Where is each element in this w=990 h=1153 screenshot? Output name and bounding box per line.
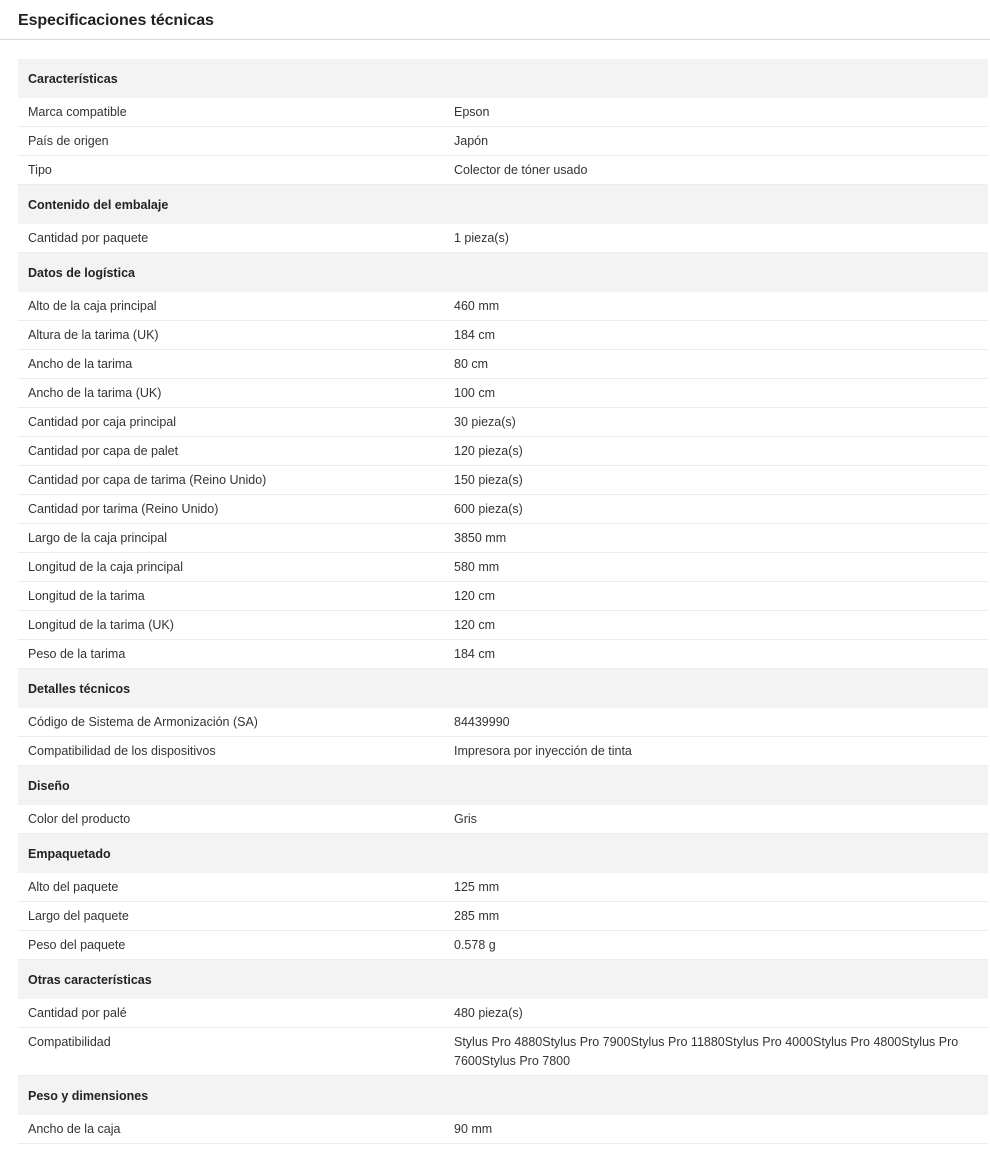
spec-value: 120 cm bbox=[454, 617, 495, 632]
spec-label: Cantidad por tarima (Reino Unido) bbox=[28, 502, 219, 516]
spec-label: Compatibilidad de los dispositivos bbox=[28, 744, 216, 758]
spec-value: 120 pieza(s) bbox=[454, 443, 523, 458]
spec-value: 150 pieza(s) bbox=[454, 472, 523, 487]
spec-row bbox=[18, 553, 988, 582]
section-header: Peso y dimensiones bbox=[18, 1076, 988, 1115]
spec-row bbox=[18, 999, 988, 1028]
spec-label: Longitud de la tarima (UK) bbox=[28, 618, 174, 632]
spec-label: País de origen bbox=[28, 134, 109, 148]
spec-row bbox=[18, 437, 988, 466]
spec-value: 0.578 g bbox=[454, 937, 496, 952]
spec-value: 30 pieza(s) bbox=[454, 414, 516, 429]
spec-value: 120 cm bbox=[454, 588, 495, 603]
spec-row bbox=[18, 873, 988, 902]
spec-row bbox=[18, 902, 988, 931]
spec-label: Altura de la tarima (UK) bbox=[28, 328, 159, 342]
spec-label: Ancho de la tarima (UK) bbox=[28, 386, 162, 400]
spec-row bbox=[18, 524, 988, 553]
spec-label: Cantidad por capa de tarima (Reino Unido) bbox=[28, 473, 267, 487]
section-header: Diseño bbox=[18, 766, 988, 805]
spec-value: 184 cm bbox=[454, 646, 495, 661]
spec-label: Tipo bbox=[28, 163, 52, 177]
spec-row bbox=[18, 1115, 988, 1144]
spec-label: Longitud de la caja principal bbox=[28, 560, 183, 574]
spec-value: 600 pieza(s) bbox=[454, 501, 523, 516]
spec-row bbox=[18, 1028, 988, 1076]
spec-row bbox=[18, 640, 988, 669]
page-title: Especificaciones técnicas bbox=[18, 12, 214, 29]
section-header: Detalles técnicos bbox=[18, 669, 988, 708]
spec-value: Colector de tóner usado bbox=[454, 162, 588, 177]
spec-value: 460 mm bbox=[454, 298, 500, 313]
spec-label: Cantidad por capa de palet bbox=[28, 444, 179, 458]
spec-value: 80 cm bbox=[454, 356, 489, 371]
spec-row bbox=[18, 350, 988, 379]
spec-value: 285 mm bbox=[454, 908, 500, 923]
spec-value: Stylus Pro 4880Stylus Pro 7900Stylus Pro 11880Stylus Pro 4000Stylus Pro 4800Stylus Pro 7600Stylus Pro 7800 bbox=[454, 1035, 959, 1068]
spec-label: Peso del paquete bbox=[28, 938, 126, 952]
spec-row bbox=[18, 98, 988, 127]
spec-row bbox=[18, 737, 988, 766]
spec-row bbox=[18, 931, 988, 960]
spec-table bbox=[18, 59, 988, 1144]
spec-label: Cantidad por paquete bbox=[28, 231, 149, 245]
spec-row bbox=[18, 321, 988, 350]
spec-value: 1 pieza(s) bbox=[454, 230, 509, 245]
spec-row bbox=[18, 805, 988, 834]
spec-label: Cantidad por caja principal bbox=[28, 415, 177, 429]
spec-value: 100 cm bbox=[454, 385, 495, 400]
spec-row bbox=[18, 708, 988, 737]
section-header: Datos de logística bbox=[18, 253, 988, 292]
spec-label: Largo del paquete bbox=[28, 909, 129, 923]
spec-label: Longitud de la tarima bbox=[28, 589, 145, 603]
spec-label: Color del producto bbox=[28, 812, 131, 826]
spec-label: Largo de la caja principal bbox=[28, 531, 167, 545]
spec-label: Código de Sistema de Armonización (SA) bbox=[28, 715, 258, 729]
section-header: Empaquetado bbox=[18, 834, 988, 873]
spec-row bbox=[18, 127, 988, 156]
spec-label: Ancho de la caja bbox=[28, 1122, 121, 1136]
spec-label: Cantidad por palé bbox=[28, 1006, 127, 1020]
spec-row bbox=[18, 156, 988, 185]
spec-label: Alto del paquete bbox=[28, 880, 119, 894]
spec-label: Alto de la caja principal bbox=[28, 299, 157, 313]
spec-row bbox=[18, 582, 988, 611]
spec-value: Japón bbox=[454, 133, 489, 148]
section-header: Contenido del embalaje bbox=[18, 185, 988, 224]
spec-row bbox=[18, 224, 988, 253]
page-header bbox=[0, 0, 990, 40]
spec-label: Peso de la tarima bbox=[28, 647, 126, 661]
spec-row bbox=[18, 379, 988, 408]
spec-value: Gris bbox=[454, 811, 477, 826]
section-header: Características bbox=[18, 59, 988, 98]
spec-value: 84439990 bbox=[454, 714, 510, 729]
spec-value: 480 pieza(s) bbox=[454, 1005, 523, 1020]
spec-value: 125 mm bbox=[454, 879, 500, 894]
spec-row bbox=[18, 292, 988, 321]
spec-value: 3850 mm bbox=[454, 530, 507, 545]
spec-row bbox=[18, 611, 988, 640]
spec-label: Marca compatible bbox=[28, 105, 127, 119]
spec-value: 90 mm bbox=[454, 1121, 493, 1136]
spec-label: Ancho de la tarima bbox=[28, 357, 133, 371]
spec-value: Impresora por inyección de tinta bbox=[454, 743, 632, 758]
spec-value: Epson bbox=[454, 104, 490, 119]
spec-row bbox=[18, 408, 988, 437]
spec-row bbox=[18, 495, 988, 524]
spec-value: 580 mm bbox=[454, 559, 500, 574]
spec-row bbox=[18, 466, 988, 495]
spec-label: Compatibilidad bbox=[28, 1035, 111, 1049]
section-header: Otras características bbox=[18, 960, 988, 999]
spec-value: 184 cm bbox=[454, 327, 495, 342]
